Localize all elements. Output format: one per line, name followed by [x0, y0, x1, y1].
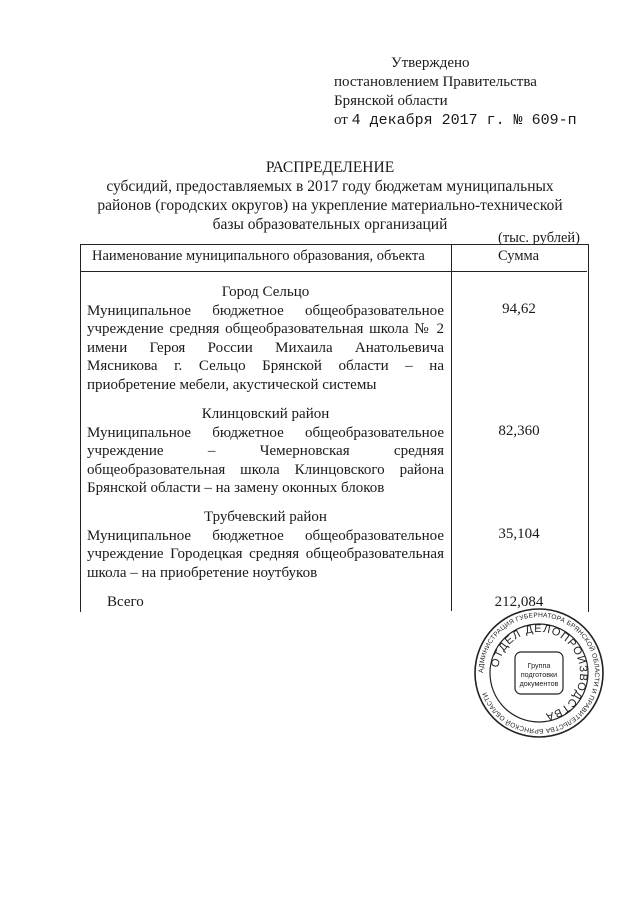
stamp-center-line-1: Группа: [527, 661, 551, 670]
approval-date-prefix: от: [334, 112, 348, 128]
stamp-center-line-3: документов: [519, 679, 559, 688]
title-heading: РАСПРЕДЕЛЕНИЕ: [265, 159, 395, 176]
unit-label: (тыс. рублей): [498, 230, 580, 246]
approval-date: 4 декабря 2017 г. № 609-п: [351, 112, 577, 129]
approval-date-line: [334, 111, 577, 130]
stamp-outer-text: АДМИНИСТРАЦИЯ ГУБЕРНАТОРА БРЯНСКОЙ ОБЛАСТИ И ПРАВИТЕЛЬСТВА БРЯНСКОЙ ОБЛАСТИ: [477, 611, 601, 735]
row-description: Муниципальное бюджетное общеобразовательное учреждение – Чемерновская средняя общеобразовательная школа Клинцовского района Брянской области – на замену оконных блоков: [87, 424, 444, 496]
column-header-sum: Сумма: [498, 248, 540, 264]
total-label: Всего: [107, 594, 144, 610]
row-sum: 82,360: [498, 423, 540, 439]
row-sum: 94,62: [502, 301, 536, 317]
row-sum: 35,104: [498, 526, 540, 542]
table-row: [87, 283, 444, 394]
approval-label: Утверждено: [391, 55, 470, 71]
total-sum: 212,084: [494, 594, 544, 610]
row-region: Город Сельцо: [221, 284, 310, 300]
row-region: Трубчевский район: [204, 509, 327, 525]
approval-block: [334, 54, 577, 130]
document-title: [60, 158, 600, 234]
title-line-3: базы образовательных организаций: [212, 216, 448, 233]
column-header-name: Наименование муниципального образования, объекта: [92, 248, 425, 264]
table-row: [87, 508, 444, 582]
stamp-center-line-2: подготовки: [520, 670, 558, 679]
stamp-middle-text: ОТДЕЛ ДЕЛОПРОИЗВОДСТВА: [489, 622, 590, 723]
title-line-2: районов (городских округов) на укрепление материально-технической: [97, 197, 563, 214]
row-description: Муниципальное бюджетное общеобразовательное учреждение Городецкая средняя общеобразовательная школа – на приобретение ноутбуков: [87, 527, 444, 581]
title-line-1: субсидий, предоставляемых в 2017 году бюджетам муниципальных: [106, 178, 554, 195]
row-description: Муниципальное бюджетное общеобразовательное учреждение средняя общеобразовательная школа № 2 имени Героя России Михаила Анатольевича Мясникова г. Сельцо Брянской области – на приобретение мебели, акустической системы: [87, 302, 444, 393]
official-stamp: [472, 606, 606, 740]
row-region: Клинцовский район: [201, 406, 330, 422]
table-header-divider: [80, 271, 587, 272]
table-row: [87, 405, 444, 498]
approval-decree: постановлением Правительства: [334, 74, 537, 90]
approval-region: Брянской области: [334, 93, 448, 109]
